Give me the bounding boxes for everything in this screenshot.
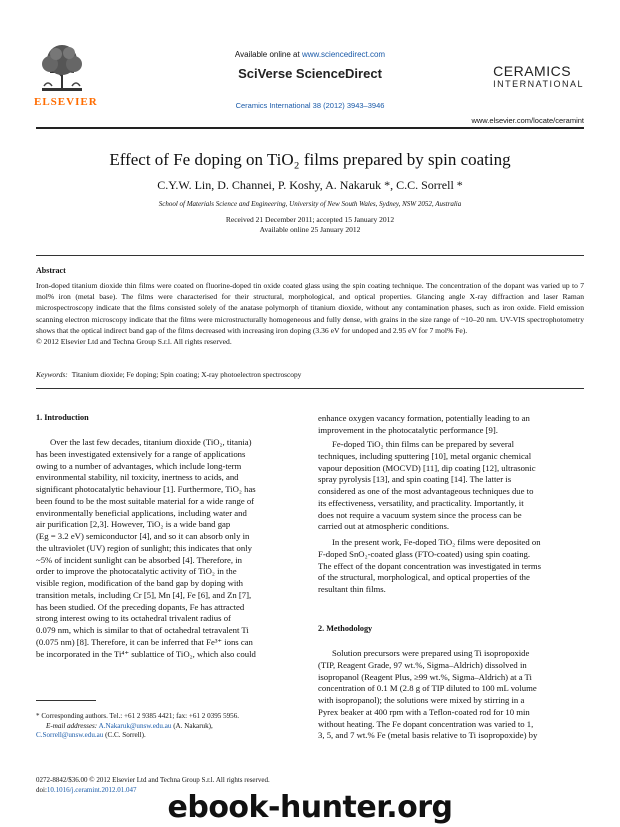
text-line: spray pyrolysis [13], and spin coating [14]. The latter is: [318, 474, 512, 485]
text-line: has been investigated extensively for a range of applications: [36, 448, 246, 459]
text-line: vapour deposition (MOCVD) [11], dip coating [12], ultrasonic: [318, 462, 536, 473]
footnote-rule: [36, 700, 96, 701]
text-line: environmental stability, nil toxicity, inertness to acids, and: [36, 472, 239, 483]
text-line: (0.075 nm) [8]. Therefore, it can be inferred that Fe³⁺ ions can: [36, 636, 253, 647]
journal-url[interactable]: www.elsevier.com/locate/ceramint: [471, 116, 584, 125]
introduction-paragraph-2: [318, 439, 584, 533]
doi-link[interactable]: 10.1016/j.ceramint.2012.01.047: [46, 785, 137, 794]
text-line: considered as one of the most advantageous techniques due to: [318, 486, 534, 496]
journal-logo: [493, 64, 584, 90]
author-list: C.Y.W. Lin, D. Channei, P. Koshy, A. Nakaruk *, C.C. Sorrell *: [157, 178, 463, 192]
introduction-continuation: [318, 413, 584, 437]
text-line: The effect of the dopant concentration was investigated in terms: [318, 560, 541, 571]
text-line: enhance oxygen vacancy formation, potentially leading to an: [318, 413, 530, 423]
text-line: improvement in the photocatalytic performance [9].: [318, 424, 498, 435]
text-line: 0.079 nm, which is similar to that of octahedral tetravalent Ti: [36, 625, 249, 635]
text-line: the ultraviolet (UV) region of sunlight; this indicates that only: [36, 542, 252, 553]
copyright-line: © 2012 Elsevier Ltd and Techna Group S.r.l. All rights reserved.: [36, 337, 232, 347]
email-link-nakaruk[interactable]: A.Nakaruk@unsw.edu.au: [98, 721, 172, 730]
text-line: visible region, modification of the band gap by doping with: [36, 578, 244, 588]
abstract-text: Iron-doped titanium dioxide thin films were coated on fluorine-doped tin oxide coated glass using the spin coating technique. The concentration of the dopant was varied up to 7 mol% iron (metal base). The films were characterised for their structural, morphological, and optical properties. Glancing angle X-ray diffraction and laser Raman microspectroscopy indicate that the films consisted solely of the anatase polymorph of titanium dioxide, without any contamination phases, such as iron oxide. Field emission scanning electron microscopy indicate that the films were microstructurally homogeneous and fully dense, with grains in the size range of ~10–20 nm. UV-VIS spectrophotometry shows that the optical indirect band gap of the films decreased with increasing iron doping (3.36 eV for undoped and 2.95 eV for 7 mol% Fe).: [36, 281, 584, 335]
text-line: Pyrex beaker at 400 rpm with a Teflon-coated rod for 10 min: [318, 706, 530, 717]
text-line: without heating. The Fe dopant concentration was varied to 1,: [318, 718, 534, 729]
received-date: Received 21 December 2011; accepted 15 January 2012: [225, 215, 395, 224]
footnotes: [36, 712, 300, 741]
abstract-heading: Abstract: [36, 266, 66, 275]
article-dates: [0, 215, 620, 235]
corresponding-author-note: * Corresponding authors. Tel.: +61 2 9385 4421; fax: +61 2 0395 5956.: [36, 712, 240, 720]
watermark-text: ebook-hunter.org: [167, 790, 453, 825]
text-line: environmentally beneficial applications, including water and: [36, 507, 247, 518]
text-line: order to improve the photocatalytic activity of TiO₂ in the: [36, 566, 237, 577]
text-line: been found to be the most suitable material for a wide range of: [36, 495, 255, 506]
text-line: (Eg = 3.2 eV) semiconductor [4], and so it can absorb only in: [36, 531, 250, 541]
journal-logo-line1: CERAMICS: [493, 63, 572, 79]
email-line-2: [36, 731, 300, 741]
keywords-line: [36, 370, 301, 379]
sciverse-sciencedirect-wordmark: SciVerse ScienceDirect: [238, 66, 382, 81]
email-line-1: [36, 722, 300, 732]
text-line: be incorporated in the Ti⁴⁺ sublattice of TiO₂, which also could: [36, 648, 256, 659]
methodology-paragraph: [318, 648, 584, 742]
journal-logo-line2: INTERNATIONAL: [493, 79, 584, 89]
online-date: Available online 25 January 2012: [259, 225, 361, 234]
section-heading-methodology: 2. Methodology: [318, 624, 373, 633]
keywords-list: Titanium dioxide; Fe doping; Spin coating; X-ray photoelectron spectroscopy: [71, 370, 302, 379]
text-line: F-doped SnO₂-coated glass (FTO-coated) using spin coating.: [318, 548, 531, 559]
journal-reference-link[interactable]: Ceramics International 38 (2012) 3943–3946: [235, 101, 385, 110]
affiliation: School of Materials Science and Engineering, University of New South Wales, Sydney, NSW 2052, Australia: [158, 200, 462, 208]
sciencedirect-link[interactable]: www.sciencedirect.com: [301, 50, 386, 59]
text-line: concentration of 0.1 M (2.8 g of TIP diluted to 100 mL volume: [318, 683, 537, 694]
text-line: transition metals, including Cr [5], Mn [4], Fe [6], and Zn [7],: [36, 589, 252, 600]
text-line: Solution precursors were prepared using Ti isopropoxide: [332, 648, 530, 658]
email-link-sorrell[interactable]: C.Sorrell@unsw.edu.au: [36, 731, 104, 740]
introduction-paragraph-3: [318, 537, 584, 596]
available-online-line: [0, 50, 620, 59]
introduction-paragraph-1: [36, 437, 300, 660]
email-name-sorrell: (C.C. Sorrell).: [103, 731, 146, 740]
text-line: significant photocatalytic behaviour [1]. Furthermore, TiO₂ has: [36, 484, 256, 494]
text-line: with isopropanol); the solutions were mixed by stirring in a: [318, 695, 525, 705]
doi-label: doi:: [36, 785, 47, 794]
article-title: Effect of Fe doping on TiO₂ films prepared by spin coating: [109, 150, 511, 169]
text-line: its effectiveness, versatility, and practicality. Importantly, it: [318, 497, 524, 508]
available-prefix: Available online at: [234, 50, 302, 59]
text-line: isopropanol (Reagent Plus, ≥99 wt.%, Sigma–Aldrich) at a Ti: [318, 671, 532, 682]
abstract-body: [36, 280, 584, 347]
abstract-top-rule: [36, 255, 584, 256]
text-line: ~5% of incident sunlight can be absorbed [4]. Therefore, in: [36, 554, 242, 565]
text-line: has been studied. Of the preceding dopants, Fe has attracted: [36, 601, 245, 612]
text-line: air purification [2,3]. However, TiO₂ is a wide band gap: [36, 519, 231, 530]
text-line: strong interest owing to its octahedral trivalent radius of: [36, 613, 231, 624]
email-name-nakaruk: (A. Nakaruk),: [171, 721, 213, 730]
text-line: carried out at atmospheric conditions.: [318, 521, 449, 532]
text-line: In the present work, Fe-doped TiO₂ films were deposited on: [332, 537, 541, 547]
text-line: (TIP, Reagent Grade, 97 wt.%, Sigma–Aldrich) dissolved in: [318, 659, 527, 670]
text-line: Over the last few decades, titanium dioxide (TiO₂, titania): [50, 437, 252, 447]
text-line: 3, 5, and 7 wt.% Fe (metal basis relative to Ti isopropoxide) by: [318, 730, 538, 741]
text-line: owing to a number of advantages, which include long-term: [36, 460, 242, 471]
keywords-label: Keywords:: [36, 370, 68, 379]
text-line: techniques, including sputtering [10], metal organic chemical: [318, 450, 532, 461]
abstract-bottom-rule: [36, 388, 584, 389]
issn-copyright: 0272-8842/$36.00 © 2012 Elsevier Ltd and Techna Group S.r.l. All rights reserved.: [36, 776, 270, 784]
publisher-name: ELSEVIER: [34, 96, 98, 108]
header-rule: [36, 127, 584, 129]
email-label: E-mail addresses:: [46, 721, 98, 730]
text-line: resultant thin films.: [318, 584, 386, 594]
text-line: Fe-doped TiO₂ thin films can be prepared by several: [332, 439, 515, 449]
text-line: of the structural, morphological, and optical properties of the: [318, 572, 530, 583]
text-line: does not require a vacuum system since the process can be: [318, 509, 522, 520]
section-heading-introduction: 1. Introduction: [36, 413, 89, 422]
